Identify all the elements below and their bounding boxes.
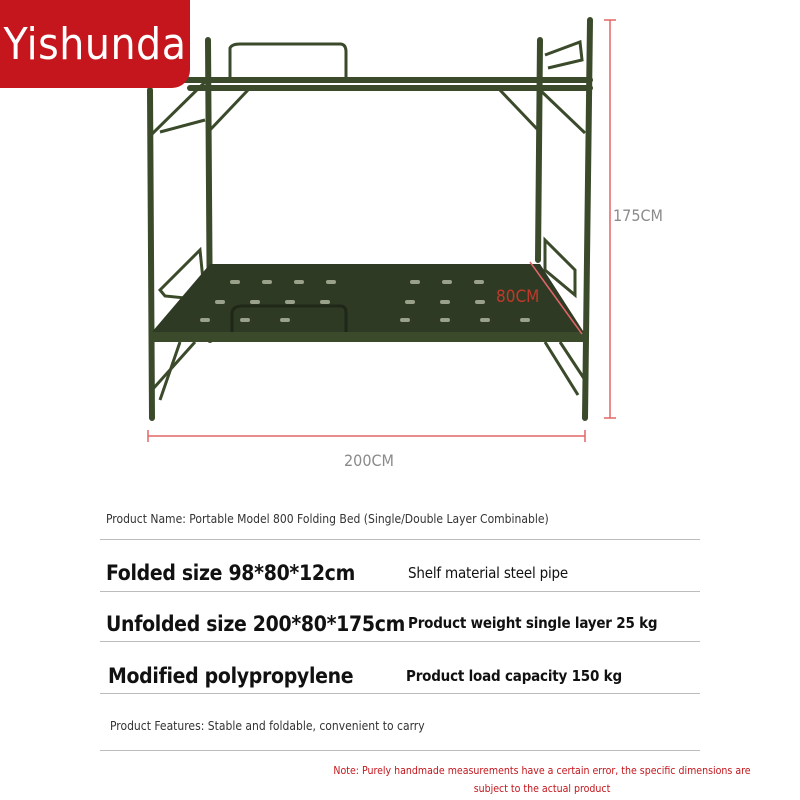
measurement-note: Note: Purely handmade measurements have a certain error, the specific dimensions are subject to the actual product [333,765,751,795]
row-divider [100,693,700,694]
product-features: Product Features: Stable and foldable, convenient to carry [110,719,425,733]
unfolded-size: Unfolded size 200*80*175cm [106,612,405,636]
depth-dimension-label: 80CM [496,287,540,307]
product-name: Product Name: Portable Model 800 Folding Bed (Single/Double Layer Combinable) [106,512,549,526]
width-dimension-label: 200CM [344,451,394,470]
material: Modified polypropylene [108,664,354,688]
folded-size: Folded size 98*80*12cm [106,561,355,585]
row-divider [100,539,700,540]
brand-logo [0,0,190,88]
product-weight: Product weight single layer 25 kg [408,614,658,632]
load-capacity: Product load capacity 150 kg [406,667,622,685]
row-divider [100,591,700,592]
height-dimension-label: 175CM [613,206,663,225]
brand-name: Yishunda [3,18,187,70]
shelf-material: Shelf material steel pipe [408,564,568,582]
row-divider [100,641,700,642]
row-divider [100,750,700,751]
